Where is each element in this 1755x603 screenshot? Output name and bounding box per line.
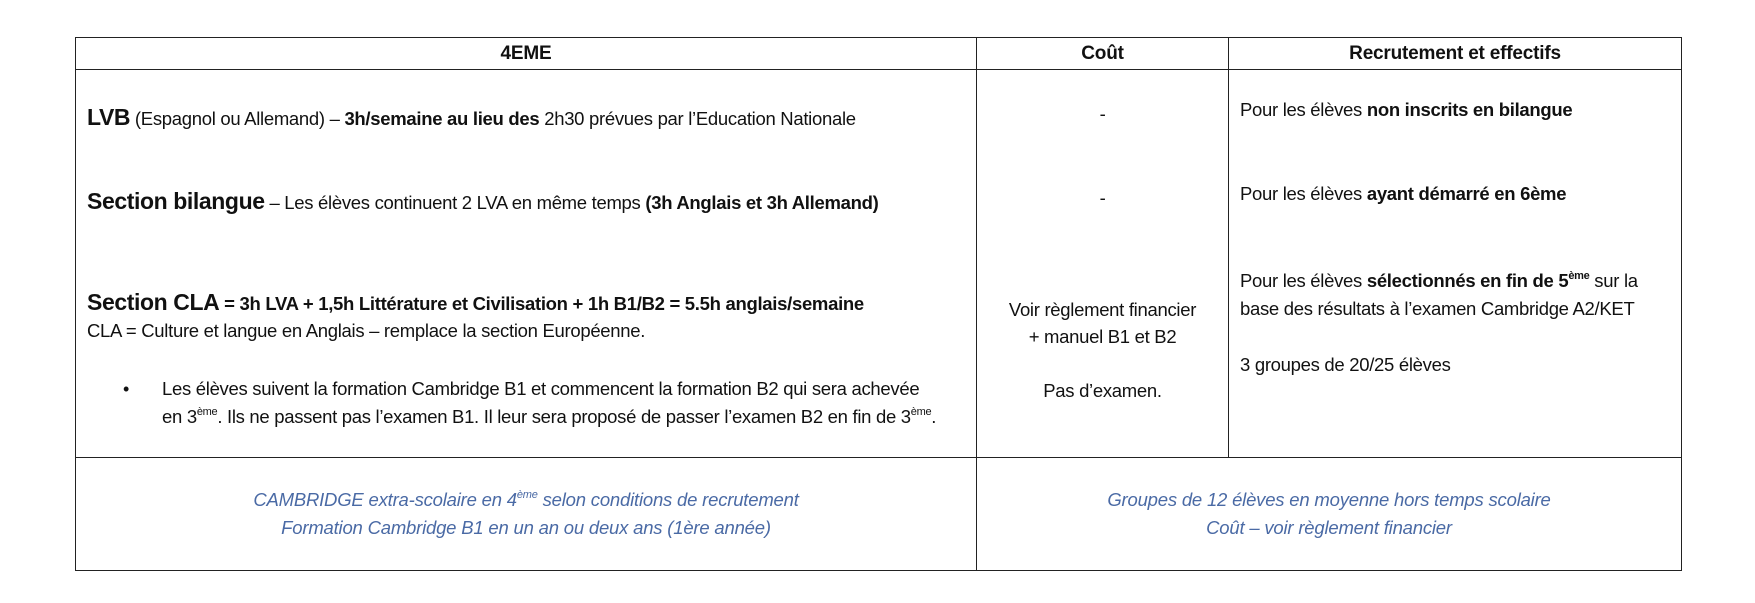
bilangue-recruitment: [1240, 180, 1675, 208]
footer-left-text-a: CAMBRIDGE extra-scolaire en 4: [253, 489, 517, 510]
cost-cell: [977, 70, 1229, 458]
cambridge-groups-line1: Groupes de 12 élèves en moyenne hors temps scolaire: [1107, 489, 1551, 510]
lvb-cost: -: [1099, 103, 1106, 124]
cla-subtitle: CLA = Culture et langue en Anglais – remplace la section Européenne.: [87, 320, 646, 341]
lvb-text: (Espagnol ou Allemand) –: [130, 108, 345, 129]
lvb-recruitment: [1240, 96, 1675, 124]
cla-cost-line2: + manuel B1 et B2: [1028, 326, 1177, 347]
bilangue-hours: (3h Anglais et 3h Allemand): [645, 192, 879, 213]
content-row: [76, 70, 1682, 458]
cambridge-extra-cell: [76, 458, 977, 571]
cla-bullet-text: [162, 375, 942, 431]
bullet-sup-2: ème: [910, 406, 932, 418]
cambridge-cost-line: Coût – voir règlement financier: [1206, 517, 1452, 538]
bilangue-recruit-bold: ayant démarré en 6ème: [1366, 183, 1567, 204]
bullet-sup-1: ème: [196, 406, 218, 418]
cla-recruit-prefix: Pour les élèves: [1240, 270, 1367, 291]
cambridge-extra-line1: [76, 486, 976, 514]
lvb-description: [87, 103, 907, 133]
cla-exam-note: Pas d’examen.: [1043, 380, 1162, 401]
cla-formula: = 3h LVA + 1,5h Littérature et Civilisation + 1h B1/B2 = 5.5h anglais/semaine: [219, 293, 864, 314]
lvb-hours: 3h/semaine au lieu des: [344, 108, 540, 129]
cla-title: Section CLA: [87, 289, 220, 315]
bullet-text-3: .: [931, 406, 937, 427]
bilangue-cost: -: [1099, 187, 1106, 208]
bullet-text-1: Les élèves suivent la formation Cambridge B1 et commencent la formation B2 qui sera achevée en 3: [162, 378, 920, 427]
bullet-icon: •: [123, 379, 130, 399]
footer-row: [76, 458, 1682, 571]
cla-recruit-sup: ème: [1568, 270, 1590, 282]
sections-description-cell: [76, 70, 977, 458]
lvb-recruit-prefix: Pour les élèves: [1240, 99, 1367, 120]
cambridge-groups-cell: [977, 458, 1682, 571]
cla-recruit-bold: sélectionnés en fin de 5: [1366, 270, 1569, 291]
lvb-recruit-bold: non inscrits en bilangue: [1366, 99, 1573, 120]
cla-bullet-item: [76, 375, 976, 431]
cla-recruitment: [1240, 267, 1675, 323]
footer-left-sup: ème: [516, 489, 538, 501]
header-cout: Coût: [977, 38, 1229, 70]
lvb-title: LVB: [87, 104, 131, 130]
header-recrutement: Recrutement et effectifs: [1229, 38, 1682, 70]
lvb-text-rest: 2h30 prévues par l’Education Nationale: [539, 108, 856, 129]
bilangue-description: [87, 187, 947, 217]
footer-left-text-b: selon conditions de recrutement: [537, 489, 799, 510]
cambridge-extra-line2: Formation Cambridge B1 en un an ou deux ans (1ère année): [281, 517, 771, 538]
bilangue-text: – Les élèves continuent 2 LVA en même temps: [264, 192, 646, 213]
cla-title-line: [87, 288, 977, 318]
bullet-text-2: . Ils ne passent pas l’examen B1. Il leur sera proposé de passer l’examen B2 en fin de 3: [217, 406, 911, 427]
recruitment-cell: [1229, 70, 1682, 458]
cla-cost-line1: Voir règlement financier: [1008, 299, 1197, 320]
header-4eme: 4EME: [76, 38, 977, 70]
language-sections-table: [75, 37, 1680, 572]
bilangue-title: Section bilangue: [87, 188, 265, 214]
bilangue-recruit-prefix: Pour les élèves: [1240, 183, 1367, 204]
cla-recruit-rest: sur la base des résultats à l’examen Cambridge A2/KET: [1240, 270, 1638, 319]
cla-groups: 3 groupes de 20/25 élèves: [1240, 354, 1451, 375]
header-row: [76, 38, 1682, 70]
